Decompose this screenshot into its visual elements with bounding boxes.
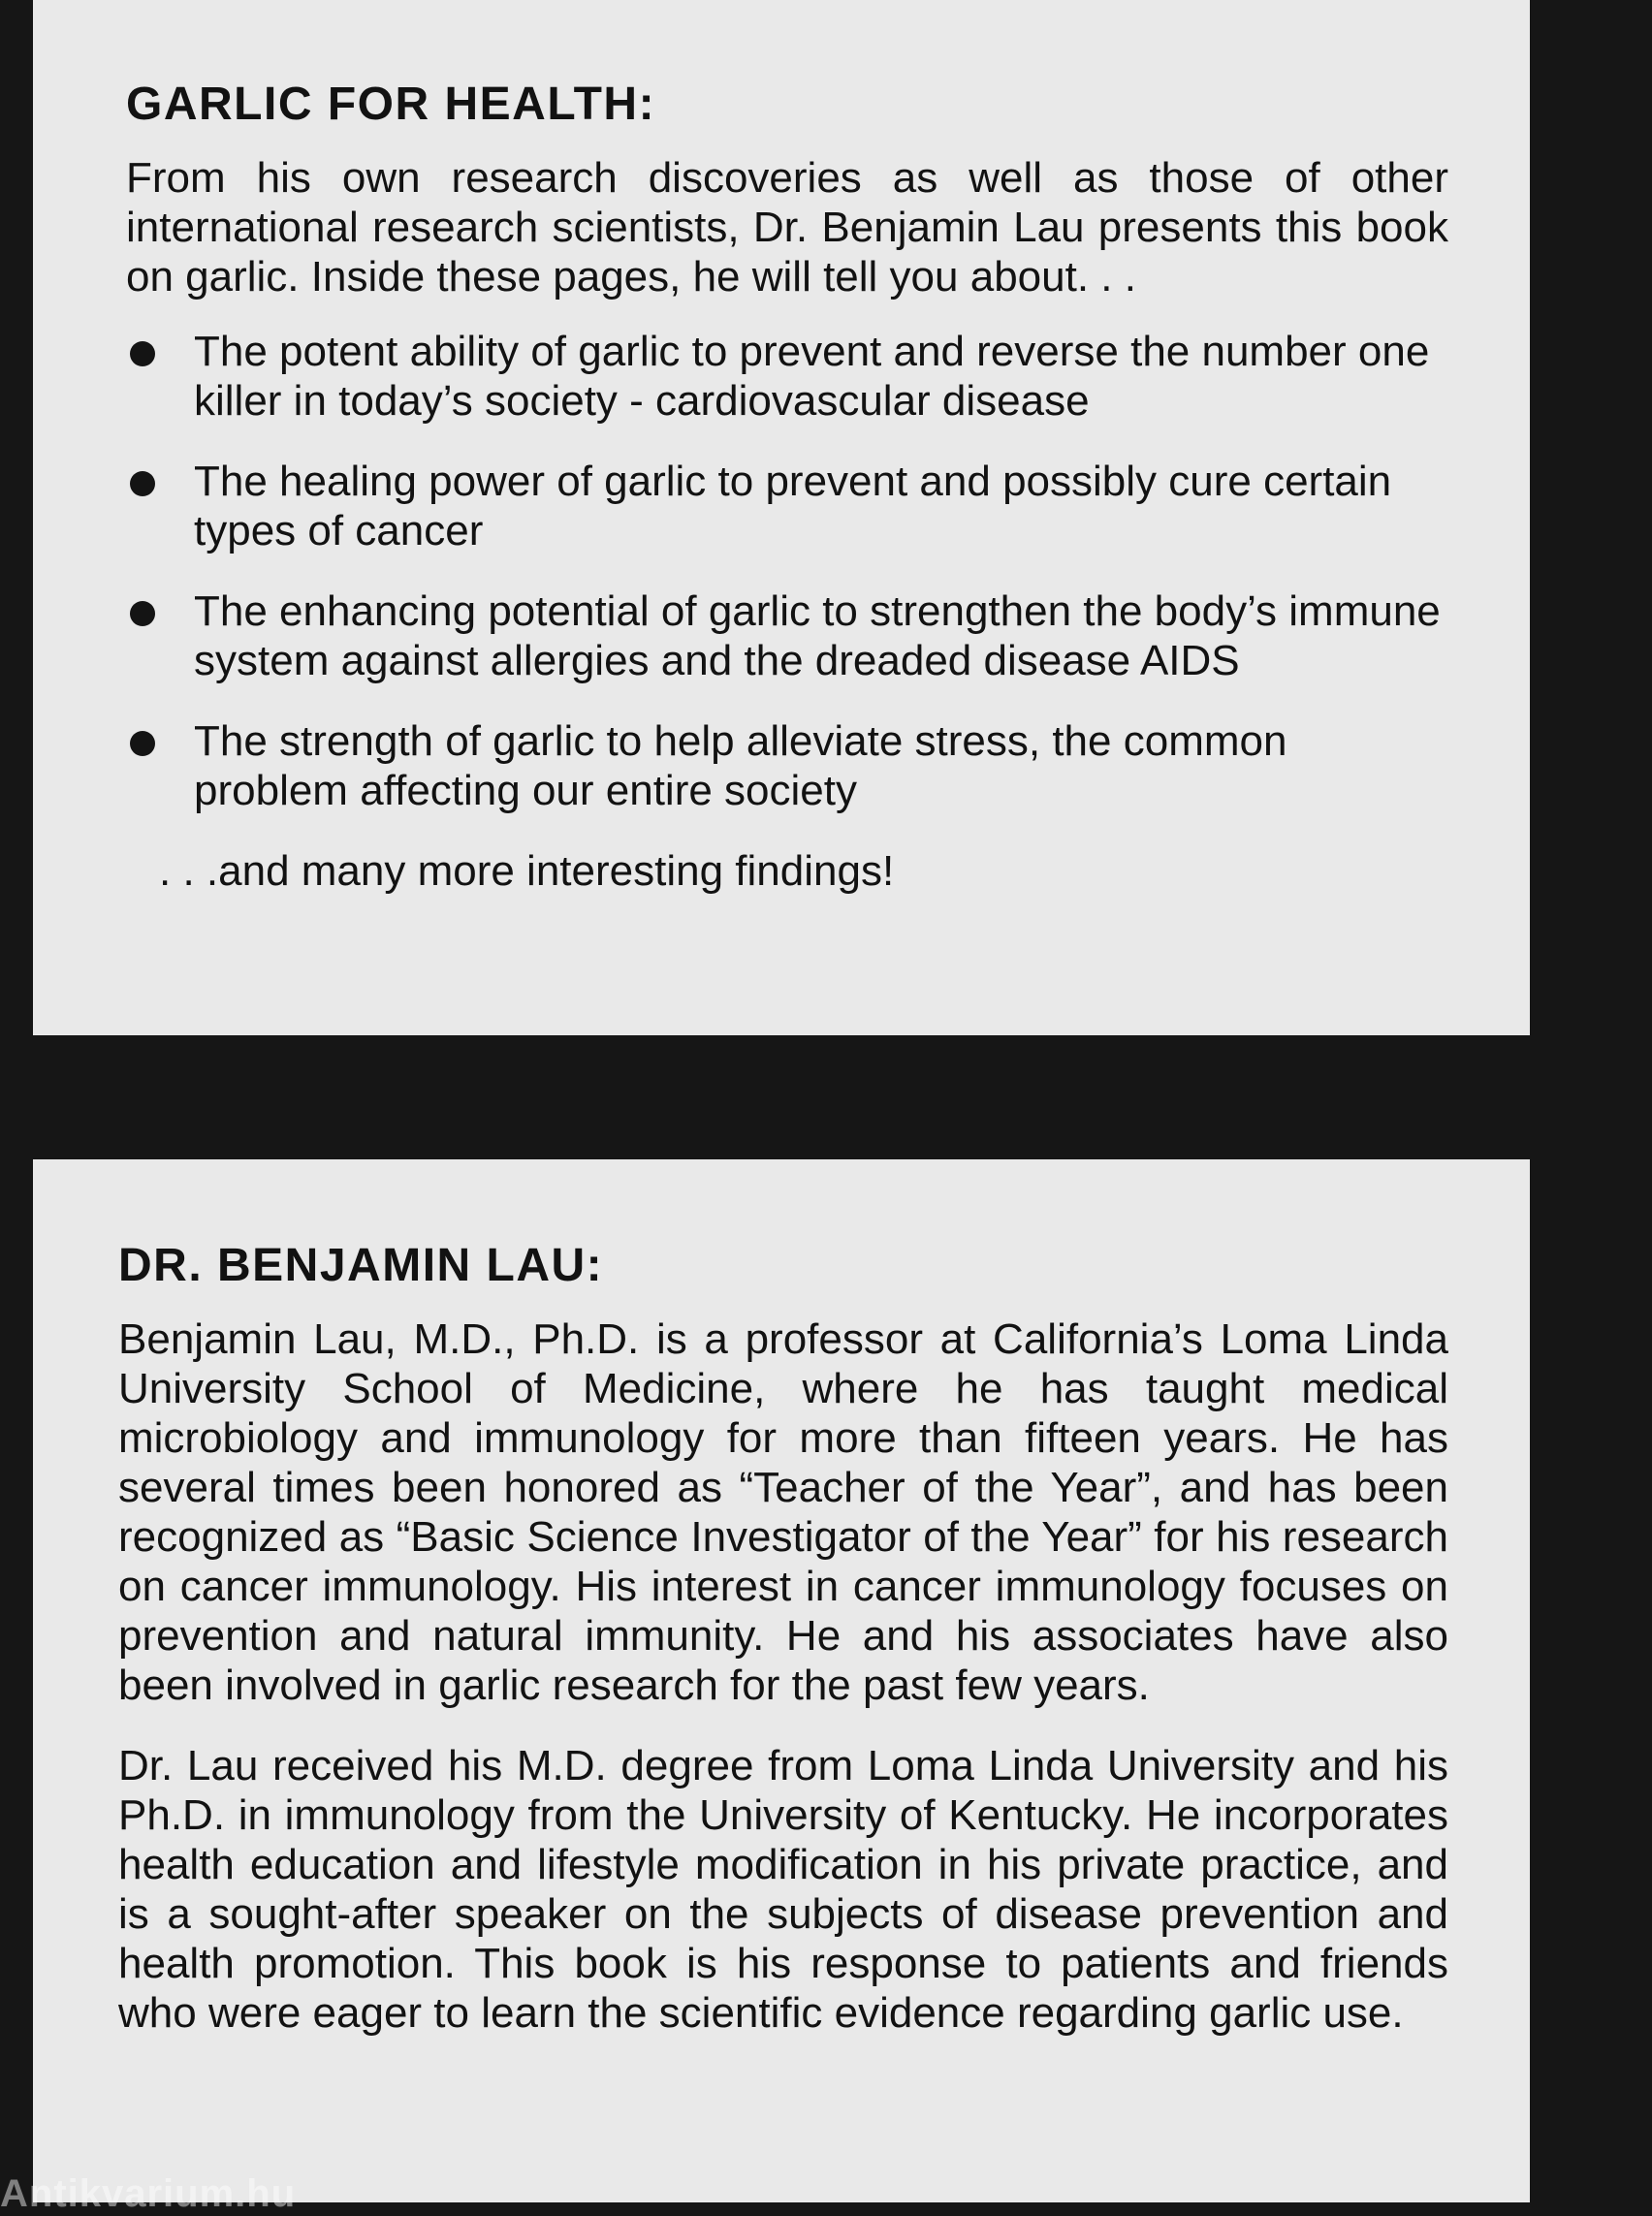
bullet-text: The potent ability of garlic to prevent and reverse the number one killer in today’s society - cardiovascular disease <box>194 328 1430 425</box>
garlic-benefits-list <box>126 327 1448 815</box>
author-bio-card <box>33 1159 1530 2202</box>
list-item <box>126 457 1448 555</box>
bullet-text: The strength of garlic to help alleviate stress, the common problem affecting our entire society <box>194 717 1287 814</box>
garlic-section-heading: GARLIC FOR HEALTH: <box>126 79 656 130</box>
bullet-icon <box>130 341 155 366</box>
bullet-icon <box>130 731 155 756</box>
author-section-heading: DR. BENJAMIN LAU: <box>118 1240 604 1291</box>
garlic-intro-paragraph: From his own research discoveries as well as those of other international research scientists, Dr. Benjamin Lau presents this book on garlic. Inside these pages, he will tell you about. . . <box>126 154 1448 301</box>
bullet-icon <box>130 471 155 496</box>
list-item <box>126 327 1448 426</box>
watermark-text: Antikvarium.hu <box>0 2172 297 2215</box>
garlic-for-health-card <box>33 0 1530 1035</box>
author-bio-paragraph-2: Dr. Lau received his M.D. degree from Loma Linda University and his Ph.D. in immunology from the University of Kentucky. He incorporates health education and lifestyle modification in his private practice, and is a sought-after speaker on the subjects of disease prevention and health promotion. This book is his response to patients and friends who were eager to learn the scientific evidence regarding garlic use. <box>118 1742 1448 2037</box>
bullet-text: The enhancing potential of garlic to strengthen the body’s immune system against allergies and the dreaded disease AIDS <box>194 587 1441 684</box>
author-bio-paragraph-1: Benjamin Lau, M.D., Ph.D. is a professor at California’s Loma Linda University School of Medicine, where he has taught medical microbiology and immunology for more than fifteen years. He has several times been honored as “Teacher of the Year”, and has been recognized as “Basic Science Investigator of the Year” for his research on cancer immunology. His interest in cancer immunology focuses on prevention and natural immunity. He and his associates have also been involved in garlic research for the past few years. <box>118 1315 1448 1709</box>
list-item <box>126 716 1448 815</box>
garlic-closing-line: . . .and many more interesting findings! <box>159 847 895 895</box>
list-item <box>126 586 1448 685</box>
bullet-text: The healing power of garlic to prevent and possibly cure certain types of cancer <box>194 458 1392 554</box>
bullet-icon <box>130 601 155 626</box>
